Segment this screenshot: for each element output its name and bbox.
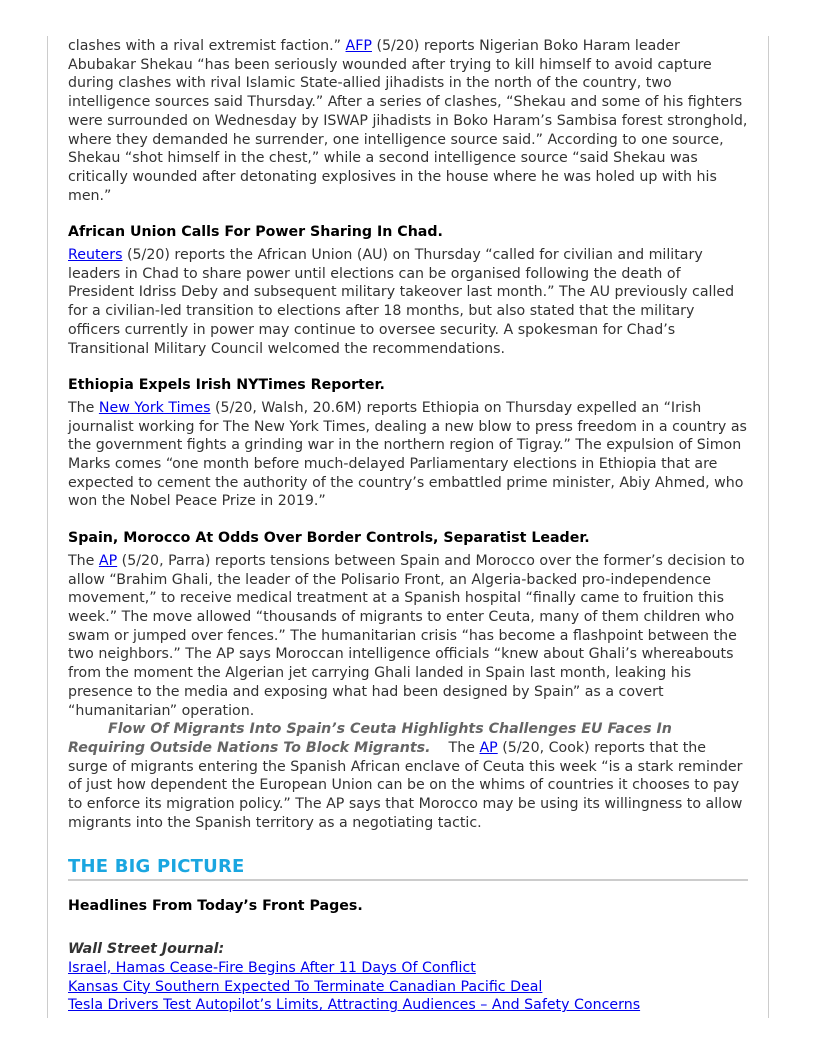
- left-border-rule: [47, 36, 48, 1018]
- outlet-label-wsj: Wall Street Journal:: [68, 941, 225, 958]
- ap-link-cook[interactable]: AP: [479, 739, 498, 756]
- ceuta-story: Flow Of Migrants Into Spain’s Ceuta Highlights Challenges EU Faces In Requiring Outside Nations To Block Migrants. The AP (5/20, Cook) reports that the surge of migrants entering the Spanish African enclave of Ceuta this week “is a stark reminder of just how dependent the European Union can be on the whims of countries it chooses to pay to enforce its migration policy.” The AP says that Morocco may be using its willingness to allow migrants into the Spanish territory as a negotiating tactic.: [68, 721, 743, 831]
- ethiopia-headline: Ethiopia Expels Irish NYTimes Reporter.: [68, 377, 385, 394]
- chad-story: Reuters (5/20) reports the African Union (AU) on Thursday “called for civilian and military leaders in Chad to share power until elections can be organised following the death of President Idriss Deby and subsequent military takeover last month.” The AU previously called for a civilian-led transition to elections after 18 months, but also stated that the military officers currently in power may continue to oversee security. A spokesman for Chad’s Transitional Military Council welcomed the recommendations.: [68, 247, 735, 357]
- right-border-rule: [768, 36, 769, 1018]
- newsletter-content: [68, 37, 748, 1015]
- ap-link-parra[interactable]: AP: [98, 552, 118, 569]
- nytimes-link[interactable]: New York Times: [98, 399, 211, 416]
- spain-morocco-story: The AP (5/20, Parra) reports tensions between Spain and Morocco over the former’s decision to allow “Brahim Ghali, the leader of the Polisario Front, an Algeria-backed pro-independence movement,” to receive medical treatment at a Spanish hospital “finally came to fruition this week.” The move allowed “thousands of migrants to enter Ceuta, many of them children who swam or jumped over fences.” The humanitarian crisis “has become a flashpoint between the two neighbors.” The AP says Moroccan intelligence officials “knew about Ghali’s whereabouts from the moment the Algerian jet carrying Ghali landed in Spain last month, leaking his presence to the media and exposing what had been designed by Spain” as a covert “humanitarian” operation.: [68, 552, 745, 719]
- afp-link[interactable]: AFP: [345, 38, 372, 54]
- wsj-headline-link[interactable]: Kansas City Southern Expected To Terminate Canadian Pacific Deal: [68, 978, 543, 995]
- reuters-link[interactable]: Reuters: [68, 247, 123, 264]
- boko-haram-story: clashes with a rival extremist faction.” AFP (5/20) reports Nigerian Boko Haram leader Abubakar Shekau “has been seriously wounded after trying to kill himself to avoid capture during clashes with rival Islamic State-allied jihadists in the north of the country, two intelligence sources said Thursday.” After a series of clashes, “Shekau and some of his fighters were surrounded on Wednesday by ISWAP jihadists in Boko Haram’s Sambisa forest stronghold, where they demanded he surrender, one intelligence source said.” According to one source, Shekau “shot himself in the chest,” while a second intelligence source “said Shekau was critically wounded after detonating explosives in the house where he was holed up with his men.”: [68, 38, 748, 204]
- front-pages-headline: Headlines From Today’s Front Pages.: [68, 898, 363, 915]
- ethiopia-story: The New York Times (5/20, Walsh, 20.6M) reports Ethiopia on Thursday expelled an “Irish journalist working for The New York Times, dealing a new blow to press freedom in a country as the government fights a grinding war in the northern region of Tigray.” The expulsion of Simon Marks comes “one month before much-delayed Parliamentary elections in Ethiopia that are expected to cement the authority of the country’s embattled prime minister, Abiy Ahmed, who won the Nobel Peace Prize in 2019.”: [68, 399, 747, 510]
- chad-headline: African Union Calls For Power Sharing In Chad.: [68, 224, 443, 241]
- ceuta-subhead: Flow Of Migrants Into Spain’s Ceuta Highlights Challenges EU Faces In Requiring Outside Nations To Block Migrants.: [68, 721, 672, 756]
- wsj-headline-link[interactable]: Tesla Drivers Test Autopilot’s Limits, Attracting Audiences – And Safety Concerns: [68, 997, 641, 1014]
- wsj-headline-link[interactable]: Israel, Hamas Cease-Fire Begins After 11 Days Of Conflict: [68, 959, 476, 976]
- section-title-big-picture: THE BIG PICTURE: [68, 856, 748, 881]
- spain-morocco-headline: Spain, Morocco At Odds Over Border Controls, Separatist Leader.: [68, 530, 590, 547]
